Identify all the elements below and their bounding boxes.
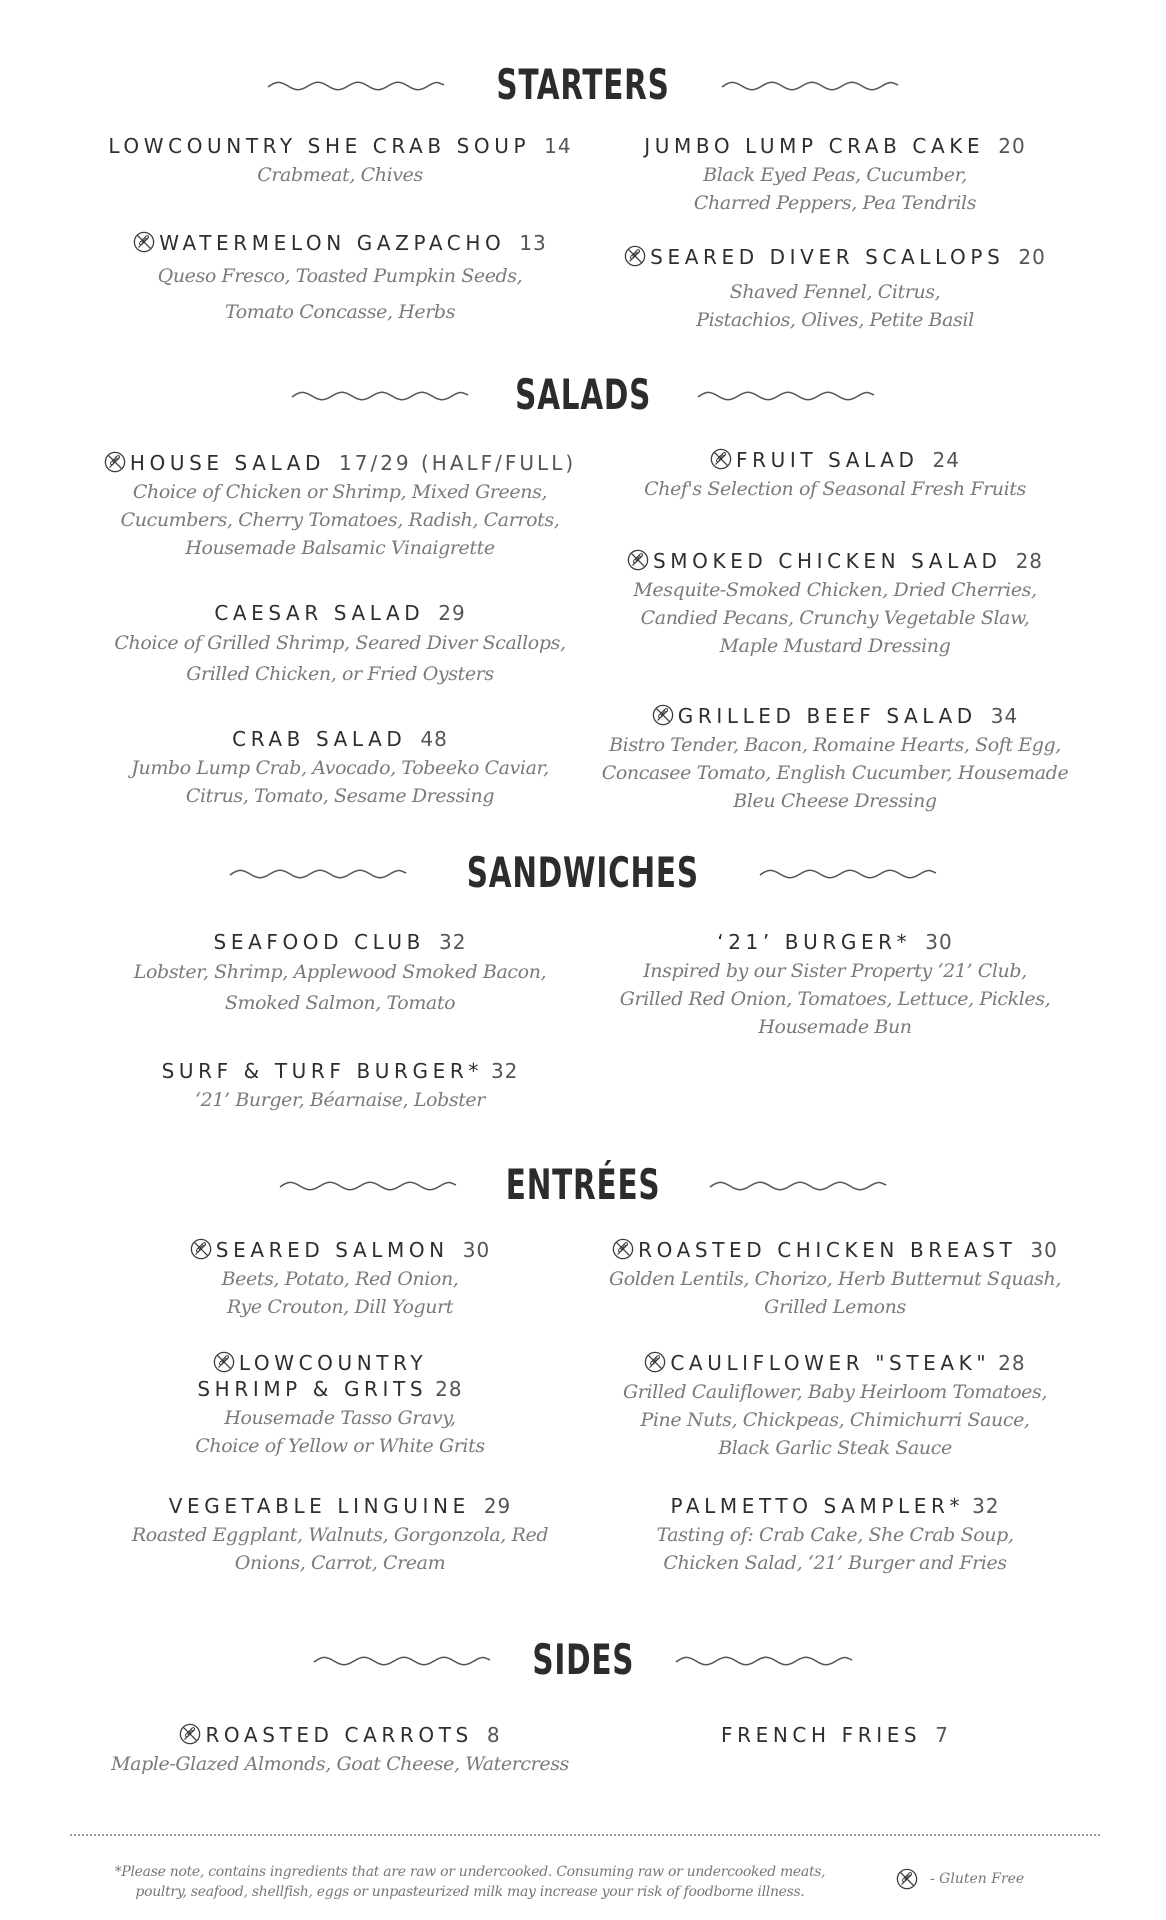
menu-item-house-salad (80, 450, 600, 562)
section-title-sandwiches (0, 848, 1166, 897)
item-description: Choice of Grilled Shrimp, Seared Diver Scallops, Grilled Chicken, or Fried Oysters (114, 632, 566, 685)
item-name: GRILLED BEEF SALAD (677, 704, 977, 728)
menu-item-seafood-club (80, 929, 600, 1019)
item-name: ROASTED CARROTS (205, 1723, 473, 1747)
item-price: 32 (972, 1494, 1000, 1518)
wave-ornament-right (708, 1178, 888, 1192)
section-title-text: ENTRÉES (505, 1160, 661, 1209)
item-price: 20 (998, 134, 1026, 158)
item-description: Jumbo Lump Crab, Avocado, Tobeeko Caviar, Citrus, Tomato, Sesame Dressing (131, 757, 549, 807)
item-name-line2: SHRIMP & GRITS (197, 1377, 428, 1401)
menu-item-palmetto-sampler (600, 1493, 1070, 1577)
wave-ornament-right (720, 78, 900, 92)
item-description: Inspired by our Sister Property ‘21’ Club, Grilled Red Onion, Tomatoes, Lettuce, Pickles, Housemade Bun (619, 960, 1051, 1038)
item-price: 34 (990, 704, 1019, 728)
menu-item-fruit-salad (600, 447, 1070, 503)
section-title-starters (0, 60, 1166, 109)
item-name: ‘21’ BURGER* (717, 930, 912, 954)
item-description: Shaved Fennel, Citrus, Pistachios, Olives, Petite Basil (696, 281, 974, 331)
menu-item-seared-diver-scallops (600, 244, 1070, 334)
item-description: ‘21’ Burger, Béarnaise, Lobster (195, 1089, 485, 1111)
gluten-free-icon (133, 231, 155, 253)
item-name: SURF & TURF BURGER* (161, 1059, 483, 1083)
gluten-free-icon (179, 1723, 201, 1745)
section-title-text: STARTERS (496, 60, 670, 109)
gluten-free-icon (612, 1238, 634, 1260)
item-description: Black Eyed Peas, Cucumber, Charred Peppers, Pea Tendrils (693, 164, 977, 214)
item-price: 28 (435, 1377, 463, 1401)
menu-item-crab-salad (80, 726, 600, 810)
section-title-salads (0, 370, 1166, 419)
item-name: VEGETABLE LINGUINE (168, 1494, 470, 1518)
wave-ornament-right (696, 388, 876, 402)
section-title-entrees (0, 1160, 1166, 1209)
item-description: Mesquite-Smoked Chicken, Dried Cherries, Candied Pecans, Crunchy Vegetable Slaw, Maple Mustard Dressing (633, 579, 1037, 657)
gluten-free-icon (190, 1238, 212, 1260)
section-title-sides (0, 1635, 1166, 1684)
item-name: ROASTED CHICKEN BREAST (638, 1238, 1017, 1262)
menu-item-smoked-chicken-salad (600, 548, 1070, 660)
gluten-free-icon (644, 1351, 666, 1373)
gluten-free-icon (624, 245, 646, 267)
gluten-free-icon (710, 448, 732, 470)
item-price: 32 (490, 1059, 519, 1083)
menu-item-grilled-beef-salad (600, 703, 1070, 815)
item-price: 29 (438, 601, 466, 625)
item-name: SMOKED CHICKEN SALAD (652, 549, 1002, 573)
item-price: 7 (935, 1723, 949, 1747)
menu-item-seared-salmon (80, 1237, 600, 1321)
item-name: WATERMELON GAZPACHO (159, 231, 506, 255)
item-name: CRAB SALAD (232, 727, 407, 751)
wave-ornament-right (674, 1653, 854, 1667)
menu-item-caesar-salad (80, 600, 600, 690)
item-description: Queso Fresco, Toasted Pumpkin Seeds, Tomato Concasse, Herbs (157, 265, 523, 323)
item-description: Lobster, Shrimp, Applewood Smoked Bacon, Smoked Salmon, Tomato (133, 961, 547, 1014)
gluten-free-icon (213, 1351, 235, 1373)
item-name: FRUIT SALAD (736, 448, 919, 472)
menu-item-roasted-carrots (80, 1722, 600, 1778)
wave-ornament-left (290, 388, 470, 402)
item-description: Grilled Cauliflower, Baby Heirloom Tomatoes, Pine Nuts, Chickpeas, Chimichurri Sauce, Black Garlic Steak Sauce (622, 1381, 1048, 1459)
item-price: 32 (438, 930, 467, 954)
section-title-text: SIDES (532, 1635, 634, 1684)
item-description: Roasted Eggplant, Walnuts, Gorgonzola, Red Onions, Carrot, Cream (131, 1524, 549, 1574)
menu-item-she-crab-soup (80, 133, 600, 189)
gluten-free-icon (104, 451, 126, 473)
item-price: 30 (462, 1238, 491, 1262)
menu-item-roasted-chicken-breast (580, 1237, 1090, 1321)
item-price: 13 (519, 231, 547, 255)
item-price: 48 (420, 727, 448, 751)
item-price: 14 (544, 134, 572, 158)
item-price: 24 (932, 448, 960, 472)
item-name: HOUSE SALAD (129, 451, 325, 475)
item-name: SEAFOOD CLUB (213, 930, 425, 954)
section-title-text: SALADS (514, 370, 652, 419)
menu-item-lowcountry-shrimp-grits (80, 1350, 600, 1460)
item-name: CAULIFLOWER "STEAK" (670, 1351, 991, 1375)
item-name: CAESAR SALAD (214, 601, 425, 625)
wave-ornament-left (278, 1178, 458, 1192)
item-description: Housemade Tasso Gravy, Choice of Yellow or White Grits (195, 1407, 485, 1457)
item-price: 28 (1015, 549, 1044, 573)
section-title-text: SANDWICHES (466, 848, 700, 897)
item-description: Tasting of: Crab Cake, She Crab Soup, Chicken Salad, ‘21’ Burger and Fries (656, 1524, 1014, 1574)
item-price: 30 (925, 930, 953, 954)
item-description: Maple-Glazed Almonds, Goat Cheese, Watercress (111, 1753, 569, 1775)
wave-ornament-right (758, 866, 938, 880)
item-description: Crabmeat, Chives (257, 164, 423, 186)
gluten-free-icon (627, 549, 649, 571)
wave-ornament-left (266, 78, 446, 92)
item-name: LOWCOUNTRY SHE CRAB SOUP (108, 134, 531, 158)
item-price: 8 (486, 1723, 501, 1747)
item-price: 29 (483, 1494, 512, 1518)
item-name: PALMETTO SAMPLER* (670, 1494, 965, 1518)
item-description: Golden Lentils, Chorizo, Herb Butternut Squash, Grilled Lemons (608, 1268, 1061, 1318)
item-name-line1: LOWCOUNTRY (238, 1351, 428, 1375)
menu-item-21-burger (600, 929, 1070, 1041)
item-name: JUMBO LUMP CRAB CAKE (644, 134, 985, 158)
item-name: FRENCH FRIES (721, 1723, 922, 1747)
item-description: Bistro Tender, Bacon, Romaine Hearts, Soft Egg, Concasee Tomato, English Cucumber, Housemade Bleu Cheese Dressing (601, 734, 1069, 812)
gluten-free-legend (896, 1868, 1024, 1890)
gluten-free-icon (652, 704, 674, 726)
item-description: Choice of Chicken or Shrimp, Mixed Greens, Cucumbers, Cherry Tomatoes, Radish, Carrots, Housemade Balsamic Vinaigrette (120, 481, 560, 559)
item-price: 28 (998, 1351, 1026, 1375)
menu-item-surf-turf-burger (80, 1058, 600, 1114)
item-description: Chef's Selection of Seasonal Fresh Fruits (644, 478, 1026, 500)
wave-ornament-left (228, 866, 408, 880)
item-price: 30 (1030, 1238, 1058, 1262)
item-price: 17/29 (HALF/FULL) (339, 451, 577, 475)
legend-label: - Gluten Free (930, 1871, 1025, 1887)
item-name: SEARED SALMON (215, 1238, 449, 1262)
wave-ornament-left (312, 1653, 492, 1667)
menu-item-cauliflower-steak (600, 1350, 1070, 1462)
raw-food-disclaimer: *Please note, contains ingredients that are raw or undercooked. Consuming raw or undercooked meats, poultry, seafood, shellfish, eggs or unpasteurized milk may increase your risk of foodborne illness. (114, 1864, 826, 1900)
item-description: Beets, Potato, Red Onion, Rye Crouton, Dill Yogurt (221, 1268, 459, 1318)
menu-item-french-fries (600, 1722, 1070, 1748)
menu-item-watermelon-gazpacho (80, 230, 600, 330)
item-name: SEARED DIVER SCALLOPS (650, 245, 1005, 269)
menu-item-crab-cake (600, 133, 1070, 217)
item-price: 20 (1018, 245, 1046, 269)
dotted-divider (70, 1834, 1100, 1836)
gluten-free-icon (896, 1868, 918, 1890)
menu-item-vegetable-linguine (80, 1493, 600, 1577)
